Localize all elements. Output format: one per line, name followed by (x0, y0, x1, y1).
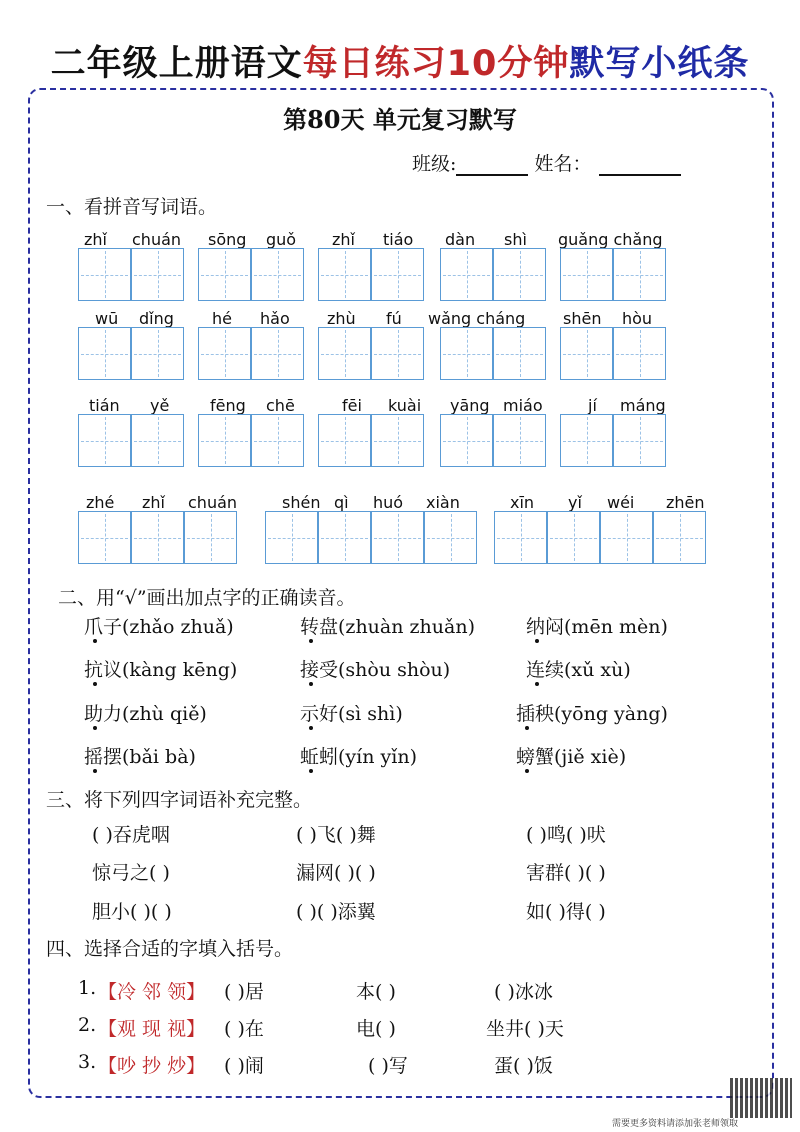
choice-num: 2. (78, 1014, 97, 1036)
writing-box[interactable] (131, 248, 184, 301)
dotted-char: 示 (300, 703, 320, 725)
dotted-char: 纳 (526, 616, 546, 638)
section3-heading: 三、将下列四字词语补充完整。 (46, 789, 313, 811)
idiom-item[interactable]: ( )吞虎咽 (92, 824, 170, 846)
writing-box[interactable] (493, 248, 546, 301)
pinyin: zhù (327, 309, 356, 328)
idiom-item[interactable]: 害群( )( ) (526, 862, 606, 884)
writing-box[interactable] (371, 327, 424, 380)
reading-options: 秧(yōng yàng) (535, 703, 668, 725)
day-title: 第80天 单元复习默写 (283, 105, 517, 134)
qr-code-icon (730, 1078, 792, 1118)
pinyin: zhé (86, 493, 115, 512)
idiom-item[interactable]: ( )鸣( )吠 (526, 824, 606, 846)
choice-blank[interactable]: 电( ) (356, 1018, 396, 1040)
reading-options: 摆(bǎi bà) (103, 746, 196, 768)
pinyin: miáo (503, 396, 543, 415)
reading-item[interactable] (84, 612, 234, 639)
writing-box[interactable] (494, 511, 547, 564)
reading-item[interactable] (300, 742, 417, 769)
writing-box[interactable] (613, 414, 666, 467)
idiom-item[interactable]: ( )飞( )舞 (296, 824, 376, 846)
pinyin: huó (373, 493, 404, 512)
reading-options: 盘(zhuàn zhuǎn) (319, 616, 475, 638)
dotted-char: 接 (300, 659, 320, 681)
choice-options: 【冷 邻 领】 (98, 981, 206, 1003)
footer-note: 需要更多资料请添加张老师领取 (612, 1119, 739, 1129)
pinyin: yāng (450, 396, 490, 415)
dotted-char: 螃 (516, 746, 536, 768)
pinyin: zhǐ (84, 230, 107, 249)
choice-blank[interactable]: 蛋( )饭 (494, 1055, 553, 1077)
reading-item[interactable] (84, 655, 237, 682)
writing-box[interactable] (560, 327, 613, 380)
reading-options: 蟹(jiě xiè) (535, 746, 627, 768)
writing-box[interactable] (653, 511, 706, 564)
writing-box[interactable] (131, 327, 184, 380)
pinyin: sōng (208, 230, 247, 249)
title-part-red: 每日练习10分钟 (302, 44, 570, 84)
dotted-char: 助 (84, 703, 104, 725)
pinyin: shén (282, 493, 321, 512)
writing-box[interactable] (318, 248, 371, 301)
writing-box[interactable] (371, 511, 424, 564)
writing-box[interactable] (251, 327, 304, 380)
writing-box[interactable] (424, 511, 477, 564)
class-blank[interactable] (456, 156, 528, 176)
writing-box[interactable] (78, 511, 131, 564)
pinyin: hé (212, 309, 232, 328)
pinyin: zhēn (666, 493, 705, 512)
writing-box[interactable] (265, 511, 318, 564)
writing-box[interactable] (440, 327, 493, 380)
pinyin: tián (89, 396, 120, 415)
writing-box[interactable] (198, 414, 251, 467)
reading-item[interactable] (526, 612, 668, 639)
section2-heading: 二、用“√”画出加点字的正确读音。 (58, 587, 356, 609)
section1-heading: 一、看拼音写词语。 (46, 196, 218, 218)
writing-box[interactable] (547, 511, 600, 564)
choice-blank[interactable]: 本( ) (356, 981, 396, 1003)
reading-item[interactable] (516, 742, 626, 769)
choice-options: 【吵 抄 炒】 (98, 1055, 206, 1077)
title-part-black: 二年级上册语文 (50, 44, 303, 84)
pinyin: shēn (563, 309, 602, 328)
reading-item[interactable] (84, 699, 207, 726)
pinyin: chuán (132, 230, 182, 249)
choice-blank[interactable]: 坐井( )天 (486, 1018, 564, 1040)
writing-box[interactable] (440, 248, 493, 301)
writing-box[interactable] (131, 414, 184, 467)
choice-options: 【观 现 视】 (98, 1018, 206, 1040)
writing-box[interactable] (78, 248, 131, 301)
reading-item[interactable] (526, 655, 631, 682)
writing-box[interactable] (318, 511, 371, 564)
writing-box[interactable] (371, 414, 424, 467)
pinyin: qì (334, 493, 349, 512)
pinyin: xīn (510, 493, 535, 512)
reading-options: 议(kàng kēng) (103, 659, 238, 681)
idiom-item[interactable]: 如( )得( ) (526, 901, 606, 923)
choice-blank[interactable]: ( )在 (224, 1018, 264, 1040)
writing-box[interactable] (600, 511, 653, 564)
writing-box[interactable] (318, 327, 371, 380)
pinyin: wǎng cháng (428, 309, 526, 328)
writing-box[interactable] (440, 414, 493, 467)
reading-options: 闷(mēn mèn) (545, 616, 668, 638)
pinyin: jí (588, 396, 597, 415)
class-label: 班级: (412, 153, 457, 175)
class-name-line (412, 149, 681, 176)
pinyin: kuài (388, 396, 422, 415)
reading-options: 受(shòu shòu) (319, 659, 451, 681)
pinyin: dàn (445, 230, 476, 249)
writing-box[interactable] (560, 414, 613, 467)
writing-box[interactable] (198, 248, 251, 301)
choice-num: 1. (78, 977, 97, 999)
reading-options: 续(xǔ xù) (545, 659, 631, 681)
reading-item[interactable] (84, 742, 196, 769)
pinyin: yě (150, 396, 170, 415)
pinyin: chē (266, 396, 295, 415)
writing-box[interactable] (78, 327, 131, 380)
writing-box[interactable] (613, 327, 666, 380)
pinyin: hòu (622, 309, 653, 328)
writing-box[interactable] (131, 511, 184, 564)
writing-box[interactable] (251, 248, 304, 301)
dotted-char: 蚯 (300, 746, 320, 768)
dotted-char: 连 (526, 659, 546, 681)
pinyin: dǐng (139, 309, 174, 328)
reading-options: 蚓(yín yǐn) (319, 746, 417, 768)
pinyin: wū (95, 309, 119, 328)
writing-box[interactable] (493, 414, 546, 467)
writing-box[interactable] (251, 414, 304, 467)
idiom-item[interactable]: 胆小( )( ) (92, 901, 172, 923)
pinyin: guǎng chǎng (558, 230, 663, 249)
name-blank[interactable] (599, 156, 681, 176)
pinyin: shì (504, 230, 527, 249)
writing-box[interactable] (371, 248, 424, 301)
pinyin: zhǐ (332, 230, 355, 249)
reading-options: 力(zhù qiě) (103, 703, 207, 725)
writing-box[interactable] (78, 414, 131, 467)
pinyin: yǐ (568, 493, 582, 512)
reading-item[interactable] (300, 699, 403, 726)
pinyin: fú (386, 309, 402, 328)
writing-box[interactable] (493, 327, 546, 380)
choice-blank[interactable]: ( )闹 (224, 1055, 264, 1077)
page-title (0, 36, 800, 86)
pinyin: máng (620, 396, 666, 415)
idiom-item[interactable]: 漏网( )( ) (296, 862, 376, 884)
dotted-char: 转 (300, 616, 320, 638)
idiom-item[interactable]: ( )( )添翼 (296, 901, 376, 923)
title-part-blue: 默写小纸条 (569, 44, 750, 84)
dotted-char: 爪 (84, 616, 104, 638)
pinyin: chuán (188, 493, 238, 512)
dotted-char: 插 (516, 703, 536, 725)
reading-item[interactable] (516, 699, 668, 726)
pinyin: fēng (210, 396, 246, 415)
reading-item[interactable] (300, 612, 475, 639)
pinyin: xiàn (426, 493, 460, 512)
reading-item[interactable] (300, 655, 450, 682)
reading-options: 好(sì shì) (319, 703, 403, 725)
pinyin: guǒ (266, 230, 297, 249)
dotted-char: 摇 (84, 746, 104, 768)
writing-box[interactable] (560, 248, 613, 301)
writing-box[interactable] (184, 511, 237, 564)
pinyin: zhǐ (142, 493, 165, 512)
writing-box[interactable] (613, 248, 666, 301)
pinyin: wéi (607, 493, 635, 512)
name-label: 姓名： (534, 153, 592, 175)
pinyin: fēi (342, 396, 362, 415)
choice-num: 3. (78, 1051, 97, 1073)
section4-heading: 四、选择合适的字填入括号。 (46, 938, 294, 960)
pinyin: tiáo (383, 230, 414, 249)
reading-options: 子(zhǎo zhuǎ) (103, 616, 234, 638)
idiom-item[interactable]: 惊弓之( ) (92, 862, 170, 884)
choice-blank[interactable]: ( )居 (224, 981, 264, 1003)
pinyin: hǎo (260, 309, 290, 328)
choice-blank[interactable]: ( )冰冰 (494, 981, 553, 1003)
writing-box[interactable] (318, 414, 371, 467)
choice-blank[interactable]: ( )写 (368, 1055, 408, 1077)
writing-box[interactable] (198, 327, 251, 380)
dotted-char: 抗 (84, 659, 104, 681)
